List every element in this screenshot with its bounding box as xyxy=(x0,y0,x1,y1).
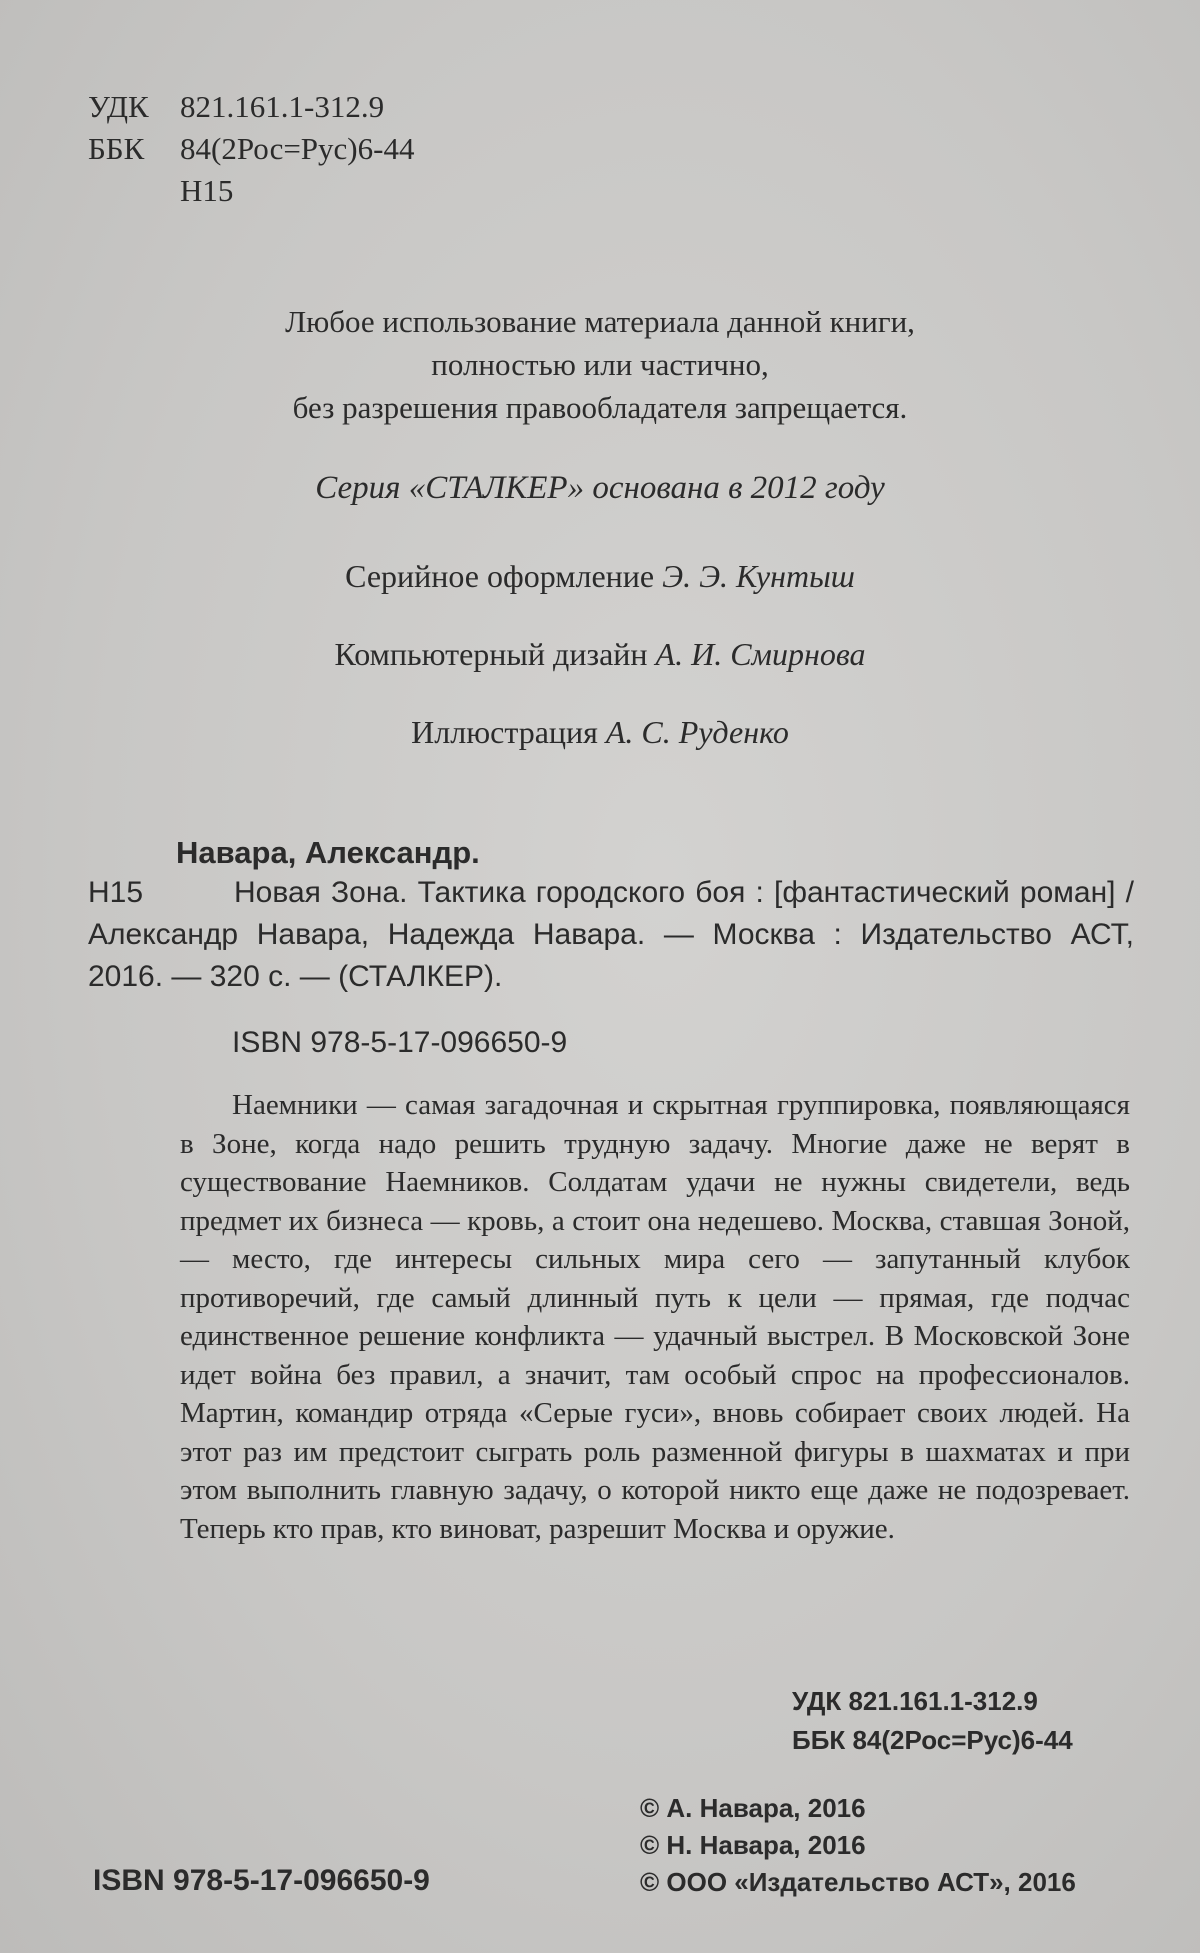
bib-author: Навара, Александр. xyxy=(176,835,480,870)
copyright-line-3: © ООО «Издательство АСТ», 2016 xyxy=(640,1867,1076,1897)
credit-person: А. С. Руденко xyxy=(605,714,789,750)
copyright-line-1: © А. Навара, 2016 xyxy=(640,1793,866,1823)
classification-block xyxy=(88,86,414,212)
bib-isbn: ISBN 978-5-17-096650-9 xyxy=(232,1026,568,1059)
udk-value: 821.161.1-312.9 xyxy=(180,89,385,124)
copyright-line-2: © Н. Навара, 2016 xyxy=(640,1830,866,1860)
credit-role: Иллюстрация xyxy=(411,714,598,750)
rights-line-1: Любое использование материала данной книги, xyxy=(285,304,915,339)
credit-person: А. И. Смирнова xyxy=(655,636,866,672)
udk-label: УДК xyxy=(88,89,149,124)
rights-line-2: полностью или частично, xyxy=(431,347,769,382)
udk-bottom: УДК 821.161.1-312.9 xyxy=(792,1686,1038,1716)
classification-bottom xyxy=(792,1682,1073,1760)
series-note: Серия «СТАЛКЕР» основана в 2012 году xyxy=(315,470,885,506)
author-code: Н15 xyxy=(180,173,234,208)
isbn-bottom: ISBN 978-5-17-096650-9 xyxy=(93,1864,430,1897)
credit-person: Э. Э. Кунтыш xyxy=(662,558,855,594)
bbk-value: 84(2Рос=Рус)6-44 xyxy=(180,131,415,166)
bbk-row xyxy=(88,128,414,170)
bib-description: Новая Зона. Тактика городского боя : [фантастический роман] / Александр Навара, Надежда Навара. — Москва : Издательство АСТ, 2016. — 320 с. — (СТАЛКЕР). xyxy=(88,876,1134,993)
rights-line-3: без разрешения правообладателя запрещается. xyxy=(292,390,908,425)
rights-notice xyxy=(0,300,1200,429)
bbk-bottom: ББК 84(2Рос=Рус)6-44 xyxy=(792,1725,1073,1755)
udk-row xyxy=(88,86,414,128)
bbk-label: ББК xyxy=(88,131,145,166)
annotation-text: Наемники — самая загадочная и скрытная группировка, появляющаяся в Зоне, когда надо решить трудную задачу. Многие даже не верят в существование Наемников. Солдатам удачи не нужны свидетели, ведь предмет их бизнеса — кровь, а стоит она недешево. Москва, ставшая Зоной, — место, где интересы сильных мира сего — запутанный клубок противоречий, где самый длинный путь к цели — прямая, где подчас единственное решение конфликта — удачный выстрел. В Московской Зоне идет война без правил, а значит, там особый спрос на профессионалов. Мартин, командир отряда «Серые гуси», вновь собирает своих людей. На этот раз им предстоит сыграть роль разменной фигуры в шахматах и при этом выполнить главную задачу, о которой никто еще даже не подозревает. Теперь кто прав, кто виноват, разрешит Москва и оружие. xyxy=(180,1089,1130,1545)
credit-role: Серийное оформление xyxy=(345,558,655,594)
credit-series-design xyxy=(0,558,1200,595)
credit-illustration xyxy=(0,714,1200,751)
copyright-block xyxy=(640,1790,1076,1901)
credit-computer-design xyxy=(0,636,1200,673)
credit-role: Компьютерный дизайн xyxy=(334,636,648,672)
bib-code: Н15 xyxy=(88,876,144,909)
bib-record xyxy=(88,872,1134,998)
